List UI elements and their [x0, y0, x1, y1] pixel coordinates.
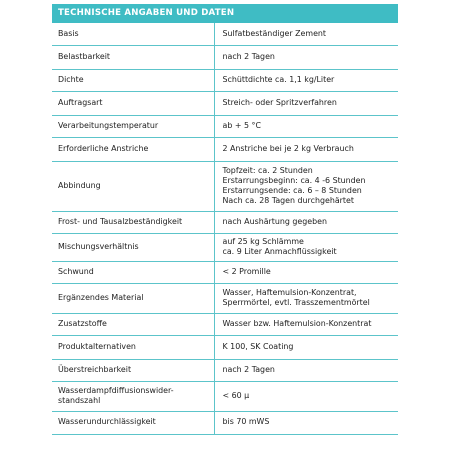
row-label	[52, 45, 214, 69]
row-value	[214, 411, 398, 434]
table-row	[52, 23, 398, 45]
row-label-line: Zusatzstoffe	[58, 318, 107, 328]
row-value	[214, 69, 398, 91]
table-row	[52, 261, 398, 283]
row-value-line: < 2 Promille	[222, 266, 271, 276]
row-value-line: Erstarrungsbeginn: ca. 4 -6 Stunden	[222, 175, 366, 185]
row-label	[52, 91, 214, 115]
row-label-line: Wasserdampfdiffusionswider-	[58, 385, 174, 395]
row-label	[52, 381, 214, 411]
row-label-line: Abbindung	[58, 180, 101, 190]
table-row	[52, 313, 398, 335]
row-value	[214, 45, 398, 69]
row-label-line: Auftragsart	[58, 97, 103, 107]
row-value-line: auf 25 kg Schlämme	[222, 236, 304, 246]
row-value-line: nach 2 Tagen	[222, 364, 275, 374]
row-label	[52, 69, 214, 91]
row-value	[214, 91, 398, 115]
table-row	[52, 161, 398, 211]
row-label-line: Dichte	[58, 74, 84, 84]
row-value-line: Schüttdichte ca. 1,1 kg/Liter	[222, 74, 335, 84]
table-row	[52, 359, 398, 381]
row-value-line: nach 2 Tagen	[222, 51, 275, 61]
row-label-line: Produktalternativen	[58, 341, 136, 351]
row-label-line: Wasserundurchlässigkeit	[58, 417, 156, 427]
row-value	[214, 359, 398, 381]
row-label	[52, 233, 214, 261]
row-value-line: K 100, SK Coating	[222, 341, 294, 351]
row-value	[214, 381, 398, 411]
table-row	[52, 283, 398, 313]
row-value-line: nach Aushärtung gegeben	[222, 216, 327, 226]
row-value-line: < 60 µ	[222, 390, 250, 400]
table-header-title: TECHNISCHE ANGABEN UND DATEN	[52, 4, 398, 23]
table-row	[52, 115, 398, 137]
row-label-line: Schwund	[58, 266, 94, 276]
row-value-line: Nach ca. 28 Tagen durchgehärtet	[222, 196, 354, 206]
table-row	[52, 211, 398, 233]
table-row	[52, 335, 398, 359]
row-value-line: ca. 9 Liter Anmachflüssigkeit	[222, 247, 337, 256]
row-value-line: bis 70 mWS	[222, 417, 270, 427]
row-label	[52, 335, 214, 359]
row-value	[214, 283, 398, 313]
row-label	[52, 283, 214, 313]
row-value-line: Wasser, Haftemulsion-Konzentrat,	[222, 287, 357, 297]
row-value-line: Erstarrungsende: ca. 6 – 8 Stunden	[222, 186, 362, 195]
row-value-line: 2 Anstriche bei je 2 kg Verbrauch	[222, 143, 354, 153]
row-label-line: Erforderliche Anstriche	[58, 143, 149, 153]
row-label	[52, 313, 214, 335]
row-value	[214, 161, 398, 211]
technical-data-sheet	[52, 4, 398, 435]
row-value	[214, 137, 398, 161]
row-label	[52, 211, 214, 233]
row-value	[214, 261, 398, 283]
row-label	[52, 359, 214, 381]
row-value-line: Streich- oder Spritzverfahren	[222, 97, 337, 107]
row-value-line: Wasser bzw. Haftemulsion-Konzentrat	[222, 318, 372, 328]
row-label	[52, 137, 214, 161]
row-value	[214, 23, 398, 45]
table-row	[52, 69, 398, 91]
row-value	[214, 313, 398, 335]
row-label-line: standszahl	[58, 396, 101, 405]
row-value-line: Topfzeit: ca. 2 Stunden	[222, 165, 313, 175]
table-row	[52, 91, 398, 115]
row-label-line: Überstreichbarkeit	[58, 364, 132, 374]
technical-data-table	[52, 23, 398, 435]
table-row	[52, 381, 398, 411]
table-body	[52, 23, 398, 434]
table-row	[52, 137, 398, 161]
row-value	[214, 233, 398, 261]
row-label	[52, 161, 214, 211]
row-value	[214, 211, 398, 233]
row-label-line: Basis	[58, 28, 79, 38]
row-label-line: Frost- und Tausalzbeständigkeit	[58, 216, 183, 226]
row-label	[52, 23, 214, 45]
row-label	[52, 411, 214, 434]
row-value-line: ab + 5 °C	[222, 120, 261, 130]
row-label-line: Mischungsverhältnis	[58, 241, 139, 251]
table-row	[52, 411, 398, 434]
row-value	[214, 335, 398, 359]
row-value-line: Sulfatbeständiger Zement	[222, 28, 327, 38]
row-label-line: Ergänzendes Material	[58, 292, 144, 302]
table-row	[52, 45, 398, 69]
row-label	[52, 115, 214, 137]
table-row	[52, 233, 398, 261]
row-value-line: Sperrmörtel, evtl. Trasszementmörtel	[222, 298, 370, 307]
row-label-line: Verarbeitungstemperatur	[58, 120, 159, 130]
row-label-line: Belastbarkeit	[58, 51, 111, 61]
row-value	[214, 115, 398, 137]
row-label	[52, 261, 214, 283]
